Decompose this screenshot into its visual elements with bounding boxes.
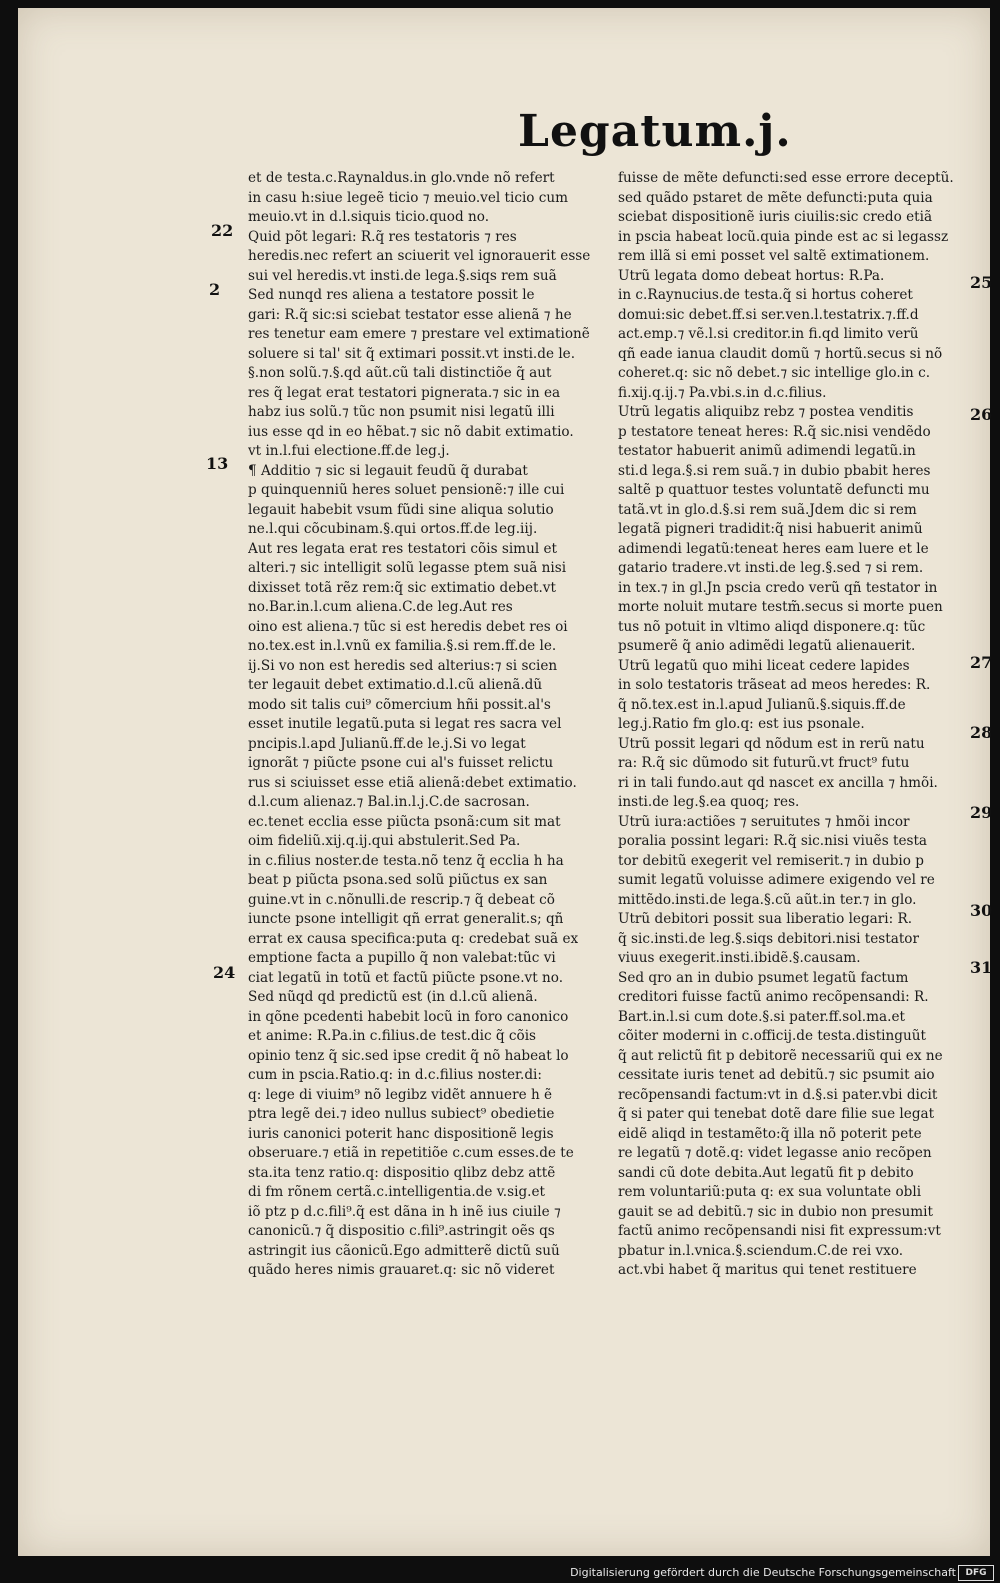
text-line: testator habuerit animũ adimendi legatũ.in xyxy=(618,443,916,459)
margin-number: 29 xyxy=(970,803,993,822)
text-line: di fm rõnem certã.c.intelligentia.de v.sig.et xyxy=(248,1184,545,1200)
text-line: cum in pscia.Ratio.q: in d.c.filius noster.di: xyxy=(248,1067,542,1083)
text-line: no.Bar.in.l.cum aliena.C.de leg.Aut res xyxy=(248,599,513,615)
text-line: Bart.in.l.si cum dote.§.si pater.ff.sol.ma.et xyxy=(618,1008,905,1025)
text-line: Sed nũqd qd predictũ est (in d.l.cũ alienã. xyxy=(248,989,538,1005)
text-line: ¶ Additio ⁊ sic si legauit feudũ q̃ durabat xyxy=(248,462,528,479)
text-line: canonicũ.⁊ q̃ dispositio c.fili⁹.astringit oẽs qs xyxy=(248,1223,555,1239)
text-line: morte noluit mutare testm̃.secus si morte puen xyxy=(618,599,943,615)
text-line: recõpensandi factum:vt in d.§.si pater.vbi dicit xyxy=(618,1086,938,1103)
text-line: psumerẽ q̃ anio adimẽdi legatũ alienauerit. xyxy=(618,638,916,654)
text-line: tor debitũ exegerit vel remiserit.⁊ in dubio p xyxy=(618,852,924,869)
text-line: fi.xij.q.ij.⁊ Pa.vbi.s.in d.c.filius. xyxy=(618,384,827,401)
text-line: ignorãt ⁊ piũcte psone cui al's fuisset relictu xyxy=(248,755,554,771)
text-line: legauit habebit vsum fũdi sine aliqua solutio xyxy=(248,501,554,518)
text-line: opinio tenz q̃ sic.sed ipse credit q̃ nõ habeat lo xyxy=(248,1047,569,1064)
text-line: soluere si tal' sit q̃ extimari possit.vt insti.de le. xyxy=(248,345,576,362)
text-line: poralia possint legari: R.q̃ sic.nisi viuẽs testa xyxy=(618,833,928,849)
text-line: vt in.l.fui electione.ff.de leg.j. xyxy=(248,443,450,459)
text-line: emptione facta a pupillo q̃ non valebat:tũc vi xyxy=(248,950,556,966)
text-line: p quinquenniũ heres soluet pensionẽ:⁊ ille cui xyxy=(248,482,565,498)
margin-number: 2 xyxy=(209,280,221,299)
text-line: act.vbi habet q̃ maritus qui tenet restituere xyxy=(618,1262,917,1278)
text-line: qñ eade ianua claudit domũ ⁊ hortũ.secus si nõ xyxy=(618,345,943,362)
margin-number: 30 xyxy=(970,901,993,920)
text-line: Aut res legata erat res testatori cõis simul et xyxy=(248,540,558,557)
text-line: res q̃ legat erat testatori pignerata.⁊ sic in ea xyxy=(248,384,561,401)
text-line: legatã pigneri tradidit:q̃ nisi habuerit animũ xyxy=(618,521,923,537)
text-line: in tex.⁊ in gl.Jn pscia credo verũ qñ testator in xyxy=(618,579,938,596)
text-line: iuncte psone intelligit qñ errat generalit.s; qñ xyxy=(248,911,564,927)
text-line: ra: R.q̃ sic dũmodo sit futurũ.vt fruct⁹ futu xyxy=(618,755,910,771)
text-line: heredis.nec refert an sciuerit vel ignorauerit esse xyxy=(248,248,591,264)
text-line: Sed qro an in dubio psumet legatũ factum xyxy=(618,969,909,986)
text-line: res tenetur eam emere ⁊ prestare vel extimationẽ xyxy=(248,326,590,342)
text-line: q: lege di viuim⁹ nõ legibz vidẽt annuere h ẽ xyxy=(248,1086,553,1103)
text-line: sti.d lega.§.si rem suã.⁊ in dubio pbabit heres xyxy=(618,462,931,479)
text-line: iuris canonici poterit hanc dispositionẽ legis xyxy=(248,1125,554,1142)
left-text-column xyxy=(248,169,618,1281)
text-line: Utrũ legatis aliquibz rebz ⁊ postea venditis xyxy=(618,404,914,420)
text-line: no.tex.est in.l.vnũ ex familia.§.si rem.ff.de le. xyxy=(248,638,557,654)
text-line: astringit ius cãonicũ.Ego admitterẽ dictũ suũ xyxy=(248,1242,560,1259)
text-line: oino est aliena.⁊ tũc si est heredis debet res oi xyxy=(248,618,568,635)
margin-number: 22 xyxy=(211,221,234,240)
margin-number: 27 xyxy=(970,653,993,672)
text-line: fuisse de mẽte defuncti:sed esse errore deceptũ. xyxy=(618,170,954,186)
text-line: tatã.vt in glo.d.§.si rem suã.Jdem dic si rem xyxy=(618,501,917,518)
text-line: modo sit talis cui⁹ cõmercium hñi possit.al's xyxy=(248,696,551,713)
text-line: et de testa.c.Raynaldus.in glo.vnde nõ refert xyxy=(248,170,555,186)
text-line: gatario tradere.vt insti.de leg.§.sed ⁊ si rem. xyxy=(618,560,924,576)
text-line: pbatur in.l.vnica.§.sciendum.C.de rei vxo. xyxy=(618,1242,904,1259)
margin-number: 24 xyxy=(213,963,236,982)
text-line: errat ex causa specifica:puta q: credebat suã ex xyxy=(248,930,579,947)
text-line: q̃ aut relictũ fit p debitorẽ necessariũ qui ex ne xyxy=(618,1047,943,1064)
text-line: obseruare.⁊ etiã in repetitiõe c.cum esses.de te xyxy=(248,1145,574,1161)
page-heading: Legatum.j. xyxy=(518,106,792,157)
text-line: mittẽdo.insti.de lega.§.cũ aũt.in ter.⁊ in glo. xyxy=(618,891,917,908)
text-line: iõ ptz p d.c.fili⁹.q̃ est dãna in h inẽ ius ciuile ⁊ xyxy=(248,1203,561,1220)
text-line: ec.tenet ecclia esse piũcta psonã:cum sit mat xyxy=(248,813,561,830)
text-line: oim fideliũ.xij.q.ij.qui abstulerit.Sed Pa. xyxy=(248,833,521,849)
book-page xyxy=(18,8,993,1556)
digitization-footer xyxy=(0,1563,1000,1583)
text-line: d.l.cum alienaz.⁊ Bal.in.l.j.C.de sacrosan. xyxy=(248,794,530,810)
text-line: meuio.vt in d.l.siquis ticio.quod no. xyxy=(248,209,490,225)
text-line: re legatũ ⁊ dotẽ.q: videt legasse anio recõpen xyxy=(618,1145,932,1161)
text-line: p testatore teneat heres: R.q̃ sic.nisi vendẽdo xyxy=(618,423,931,440)
text-line: Utrũ debitori possit sua liberatio legari: R. xyxy=(618,911,913,927)
text-line: in c.Raynucius.de testa.q̃ si hortus coheret xyxy=(618,287,913,303)
text-line: esset inutile legatũ.puta si legat res sacra vel xyxy=(248,716,562,732)
right-text-column xyxy=(618,169,978,1281)
text-line: viuus exegerit.insti.ibidẽ.§.causam. xyxy=(618,950,861,966)
text-line: Utrũ legatũ quo mihi liceat cedere lapides xyxy=(618,657,910,674)
text-line: in solo testatoris trãseat ad meos heredes: R. xyxy=(618,677,931,693)
text-line: alteri.⁊ sic intelligit solũ legasse ptem suã nisi xyxy=(248,560,567,576)
margin-number: 13 xyxy=(206,454,229,473)
text-line: cõiter moderni in c.officij.de testa.distinguũt xyxy=(618,1028,926,1044)
text-line: sed quãdo pstaret de mẽte defuncti:puta quia xyxy=(618,189,933,206)
text-line: ij.Si vo non est heredis sed alterius:⁊ si scien xyxy=(248,657,558,674)
text-line: gauit se ad debitũ.⁊ sic in dubio non presumit xyxy=(618,1203,933,1220)
text-line: eidẽ aliqd in testamẽto:q̃ illa nõ poterit pete xyxy=(618,1125,922,1142)
text-line: ter legauit debet extimatio.d.l.cũ alienã.dũ xyxy=(248,677,543,693)
text-line: sandi cũ dote debita.Aut legatũ fit p debito xyxy=(618,1164,914,1181)
text-line: sumit legatũ voluisse adimere exigendo vel re xyxy=(618,872,935,888)
margin-number: 25 xyxy=(970,273,993,292)
text-line: in c.filius noster.de testa.nõ tenz q̃ ecclia h ha xyxy=(248,852,564,869)
text-line: habz ius solũ.⁊ tũc non psumit nisi legatũ illi xyxy=(248,404,555,420)
margin-number: 28 xyxy=(970,723,993,742)
text-line: in pscia habeat locũ.quia pinde est ac si legassz xyxy=(618,228,949,245)
text-line: guine.vt in c.nõnulli.de rescrip.⁊ q̃ debeat cõ xyxy=(248,891,555,908)
text-line: sta.ita tenz ratio.q: dispositio qlibz debz attẽ xyxy=(248,1164,556,1181)
text-line: pncipis.l.apd Julianũ.ff.de le.j.Si vo legat xyxy=(248,735,526,752)
text-line: cessitate iuris tenet ad debitũ.⁊ sic psumit aio xyxy=(618,1067,935,1083)
text-line: beat p piũcta psona.sed solũ piũctus ex san xyxy=(248,872,548,888)
text-line: in qõne pcedenti habebit locũ in foro canonico xyxy=(248,1008,569,1025)
margin-number: 31 xyxy=(970,958,993,977)
text-line: Quid põt legari: R.q̃ res testatoris ⁊ res xyxy=(248,228,517,245)
text-line: in casu h:siue legeẽ ticio ⁊ meuio.vel ticio cum xyxy=(248,189,569,206)
text-line: gari: R.q̃ sic:si sciebat testator esse alienã ⁊ he xyxy=(248,306,572,323)
text-line: insti.de leg.§.ea quoq; res. xyxy=(618,794,800,810)
text-line: sciebat dispositionẽ iuris ciuilis:sic credo etiã xyxy=(618,209,933,225)
footer-credit: Digitalisierung gefördert durch die Deutsche Forschungsgemeinschaft xyxy=(570,1566,956,1579)
text-line: rem voluntariũ:puta q: ex sua voluntate obli xyxy=(618,1184,922,1200)
text-line: quãdo heres nimis grauaret.q: sic nõ videret xyxy=(248,1262,555,1278)
dfg-logo: DFG xyxy=(958,1565,994,1581)
text-line: ri in tali fundo.aut qd nascet ex ancilla ⁊ hmõi. xyxy=(618,774,938,791)
text-line: leg.j.Ratio fm glo.q: est ius psonale. xyxy=(618,716,865,732)
text-line: q̃ sic.insti.de leg.§.siqs debitori.nisi testator xyxy=(618,930,919,947)
text-line: ius esse qd in eo hẽbat.⁊ sic nõ dabit extimatio. xyxy=(248,423,574,440)
text-line: Utrũ iura:actiões ⁊ seruitutes ⁊ hmõi incor xyxy=(618,813,910,830)
text-line: rus si sciuisset esse etiã alienã:debet extimatio. xyxy=(248,774,577,791)
text-line: factũ animo recõpensandi nisi fit expressum:vt xyxy=(618,1223,941,1239)
text-line: sui vel heredis.vt insti.de lega.§.siqs rem suã xyxy=(248,267,557,284)
margin-number: 26 xyxy=(970,405,993,424)
text-line: Utrũ possit legari qd nõdum est in rerũ natu xyxy=(618,735,925,752)
text-line: act.emp.⁊ vẽ.l.si creditor.in fi.qd limito verũ xyxy=(618,326,919,342)
text-line: rem illã si emi posset vel saltẽ extimationem. xyxy=(618,248,930,264)
text-line: saltẽ p quattuor testes voluntatẽ defuncti mu xyxy=(618,482,930,498)
text-line: Utrũ legata domo debeat hortus: R.Pa. xyxy=(618,267,885,284)
text-line: creditori fuisse factũ animo recõpensandi: R. xyxy=(618,989,929,1005)
text-line: ptra legẽ dei.⁊ ideo nullus subiect⁹ obedietie xyxy=(248,1106,555,1122)
text-line: coheret.q: sic nõ debet.⁊ sic intellige glo.in c. xyxy=(618,365,931,381)
text-line: §.non solũ.⁊.§.qd aũt.cũ tali distinctiõe q̃ aut xyxy=(248,365,552,381)
text-line: et anime: R.Pa.in c.filius.de test.dic q̃ cõis xyxy=(248,1028,537,1044)
text-line: dixisset totã rẽz rem:q̃ sic extimatio debet.vt xyxy=(248,579,556,596)
text-line: domui:sic debet.ff.si ser.ven.l.testatrix.⁊.ff.d xyxy=(618,306,919,323)
text-line: ne.l.qui cõcubinam.§.qui ortos.ff.de leg.iij. xyxy=(248,521,538,537)
text-line: Sed nunqd res aliena a testatore possit le xyxy=(248,287,535,303)
text-line: q̃ si pater qui tenebat dotẽ dare filie sue legat xyxy=(618,1106,935,1122)
text-line: tus nõ potuit in vltimo aliqd disponere.q: tũc xyxy=(618,618,926,635)
text-line: q̃ nõ.tex.est in.l.apud Julianũ.§.siquis.ff.de xyxy=(618,696,906,713)
text-line: ciat legatũ in totũ et factũ piũcte psone.vt no. xyxy=(248,969,564,986)
text-line: adimendi legatũ:teneat heres eam luere et le xyxy=(618,540,929,557)
